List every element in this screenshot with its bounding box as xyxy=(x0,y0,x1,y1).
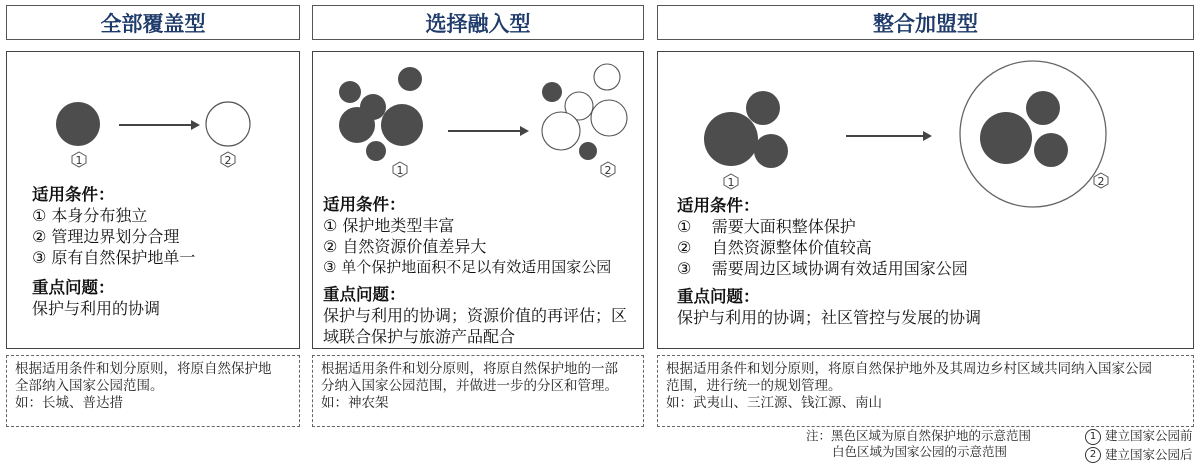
note-line: 根据适用条件和划分原则，将原自然保护地外及其周边乡村区域共同纳入国家公园 xyxy=(666,361,1152,377)
arrow-head xyxy=(923,131,932,141)
original-reserves-cluster xyxy=(704,91,788,168)
arrow-head xyxy=(191,120,200,130)
issues-heading: 重点问题： xyxy=(32,278,115,297)
original-reserve-circle xyxy=(56,102,100,146)
panel-full-coverage xyxy=(6,5,300,433)
arrow-head xyxy=(520,126,529,136)
condition-item: ① 需要大面积整体保护 xyxy=(677,217,856,236)
note-line: 全部纳入国家公园范围。 xyxy=(15,378,164,394)
panel-diagram-box xyxy=(312,51,644,349)
conditions-heading: 适用条件： xyxy=(323,195,406,214)
marker-before xyxy=(393,162,407,177)
marker-after xyxy=(221,152,235,167)
svg-text:2: 2 xyxy=(224,154,232,167)
note-line: 根据适用条件和划分原则，将原自然保护地的一部 xyxy=(321,361,618,377)
panel-integrated-alliance xyxy=(657,5,1194,433)
condition-item: ② 自然资源整体价值较高 xyxy=(677,238,872,257)
legend-marker-after: 2 xyxy=(1085,447,1101,463)
svg-text:1: 1 xyxy=(727,176,735,189)
condition-item: ① 保护地类型丰富 xyxy=(323,216,455,235)
issues-text: 保护与利用的协调；社区管控与发展的协调 xyxy=(677,308,982,327)
legend-before-label: 建立国家公园前 xyxy=(1105,428,1193,443)
marker-before xyxy=(724,174,738,189)
marker-before xyxy=(72,152,86,167)
note-line: 如：长城、普达措 xyxy=(15,395,123,411)
legend-note xyxy=(806,428,1056,460)
national-park-circle xyxy=(206,102,250,146)
panel-diagram-box xyxy=(6,51,300,349)
note-line: 如：神农架 xyxy=(321,395,389,411)
panel-title: 全部覆盖型 xyxy=(6,5,300,40)
conditions-heading: 适用条件： xyxy=(677,196,760,215)
original-reserves-cluster xyxy=(339,67,423,161)
svg-text:1: 1 xyxy=(75,154,83,167)
legend-markers xyxy=(1085,428,1197,463)
issues-heading: 重点问题： xyxy=(323,285,406,304)
panel-note xyxy=(312,355,644,427)
panel-title: 整合加盟型 xyxy=(657,5,1194,40)
national-park-cluster xyxy=(542,64,627,160)
issues-text: 保护与利用的协调；资源价值的再评估；区域联合保护与旅游产品配合 xyxy=(323,306,628,346)
note-line: 分纳入国家公园范围，并做进一步的分区和管理。 xyxy=(321,378,618,394)
issues-heading: 重点问题： xyxy=(677,287,760,306)
condition-item: ③ 原有自然保护地单一 xyxy=(32,248,196,267)
condition-item: ① 本身分布独立 xyxy=(32,206,148,225)
condition-item: ③ 需要周边区域协调有效适用国家公园 xyxy=(677,259,968,278)
svg-text:2: 2 xyxy=(604,164,612,177)
panel-title: 选择融入型 xyxy=(312,5,644,40)
conditions-heading: 适用条件： xyxy=(32,185,115,204)
legend-note-line1: 黑色区域为原自然保护地的示意范围 xyxy=(831,428,1032,443)
condition-item: ② 自然资源价值差异大 xyxy=(323,237,487,256)
note-line: 根据适用条件和划分原则，将原自然保护地 xyxy=(15,361,272,377)
marker-after xyxy=(1094,173,1108,188)
legend-marker-before: 1 xyxy=(1085,429,1101,445)
panel-selective-integration xyxy=(312,5,644,433)
note-line: 范围，进行统一的规划管理。 xyxy=(666,378,842,394)
legend-after-label: 建立国家公园后 xyxy=(1105,446,1193,462)
svg-text:1: 1 xyxy=(396,164,404,177)
panel-diagram-box xyxy=(657,51,1194,349)
svg-text:2: 2 xyxy=(1097,175,1105,188)
legend-note-line2: 白色区域为国家公园的示意范围 xyxy=(832,444,1008,459)
note-line: 如：武夷山、三江源、钱江源、南山 xyxy=(666,395,882,411)
condition-item: ② 管理边界划分合理 xyxy=(32,227,180,246)
legend-note-label: 注： xyxy=(806,428,832,443)
panel-note xyxy=(657,355,1194,427)
marker-after xyxy=(601,162,615,177)
condition-item: ③ 单个保护地面积不足以有效适用国家公园 xyxy=(323,258,612,276)
panel-note xyxy=(6,355,300,427)
issues-text: 保护与利用的协调 xyxy=(32,299,161,318)
